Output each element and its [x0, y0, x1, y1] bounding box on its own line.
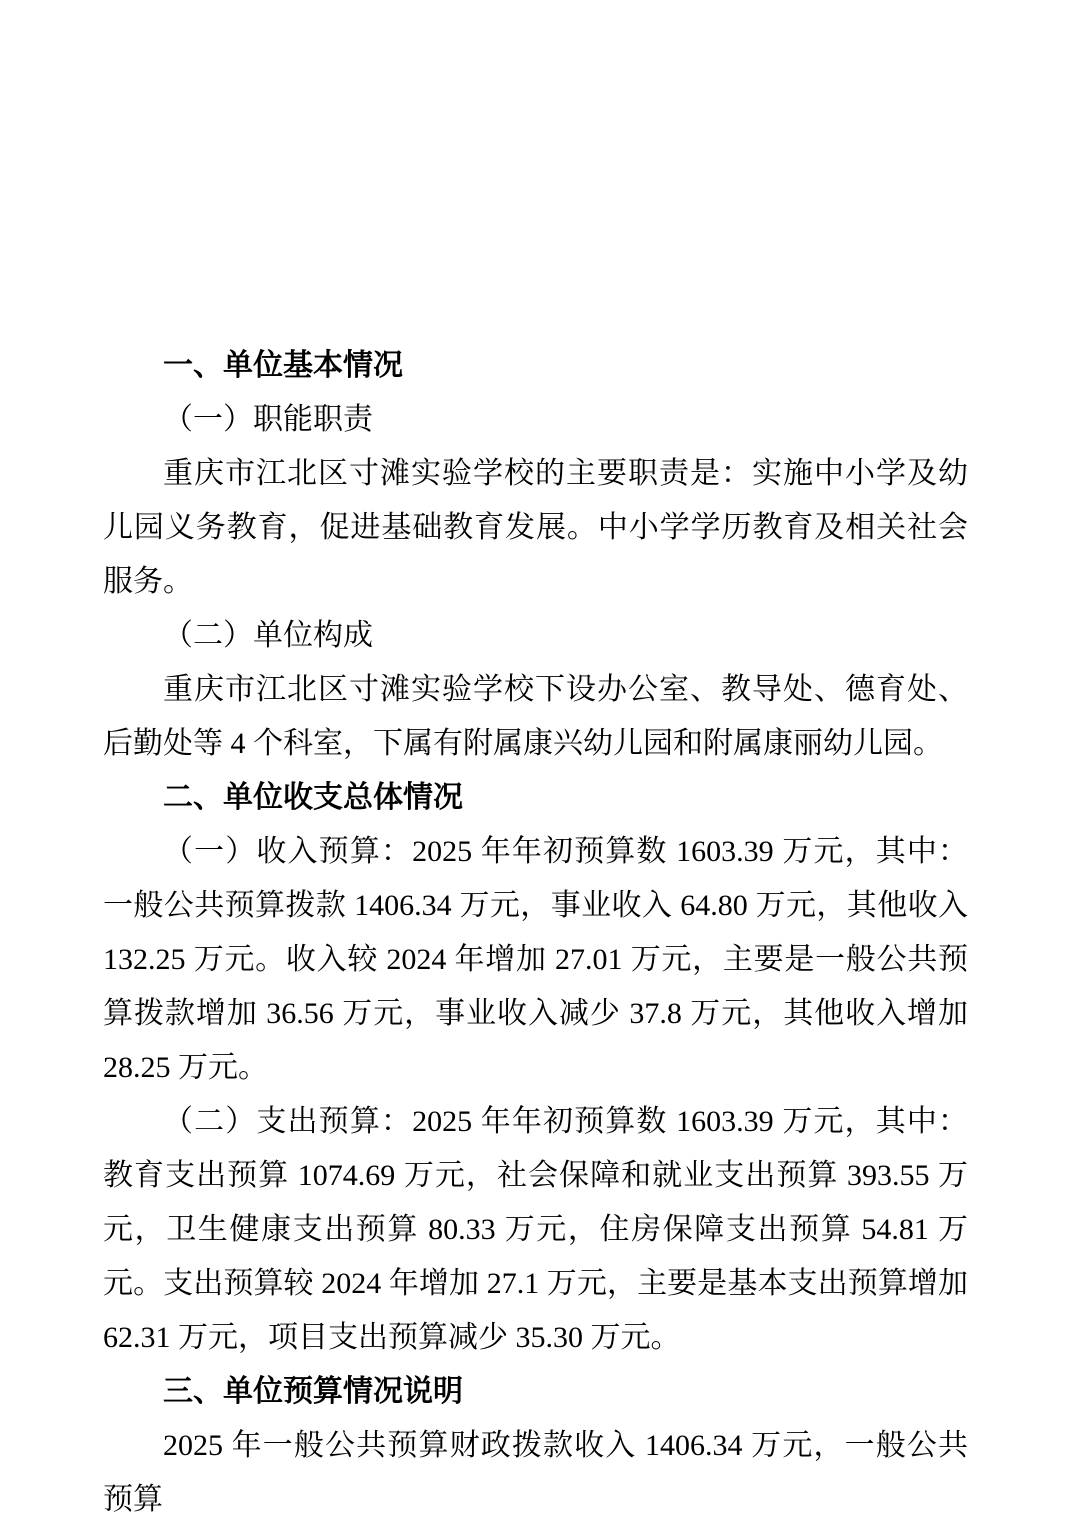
body-paragraph-duties: 重庆市江北区寸滩实验学校的主要职责是：实施中小学及幼儿园义务教育，促进基础教育发展。中小学学历教育及相关社会服务。 — [103, 457, 968, 598]
body-paragraph-income-budget: （一）收入预算：2025 年年初预算数 1603.39 万元，其中：一般公共预算拨款 1406.34 万元，事业收入 64.80 万元，其他收入 132.25 万元。收入较 2024 年增加 27.01 万元，主要是一般公共预算拨款增加 36.56 万元，事业收入减少 37.8 万元，其他收入增加 28.25 万元。 — [103, 835, 968, 1084]
body-paragraph-composition: 重庆市江北区寸滩实验学校下设办公室、教导处、德育处、后勤处等 4 个科室，下属有附属康兴幼儿园和附属康丽幼儿园。 — [103, 673, 968, 760]
body-paragraph-expense-budget: （二）支出预算：2025 年年初预算数 1603.39 万元，其中：教育支出预算 1074.69 万元，社会保障和就业支出预算 393.55 万元，卫生健康支出预算 80.33 万元，住房保障支出预算 54.81 万元。支出预算较 2024 年增加 27.1 万元，主要是基本支出预算增加 62.31 万元，项目支出预算减少 35.30 万元。 — [103, 1105, 968, 1354]
subsection-heading-duties: （一）职能职责 — [163, 403, 373, 436]
subsection-heading-composition: （二）单位构成 — [163, 619, 373, 652]
section-heading-basic-info: 一、单位基本情况 — [163, 349, 403, 382]
section-heading-revenue-expense: 二、单位收支总体情况 — [163, 781, 463, 814]
section-heading-budget-notes: 三、单位预算情况说明 — [163, 1375, 463, 1408]
body-paragraph-budget-notes: 2025 年一般公共预算财政拨款收入 1406.34 万元，一般公共预算 — [103, 1429, 968, 1516]
